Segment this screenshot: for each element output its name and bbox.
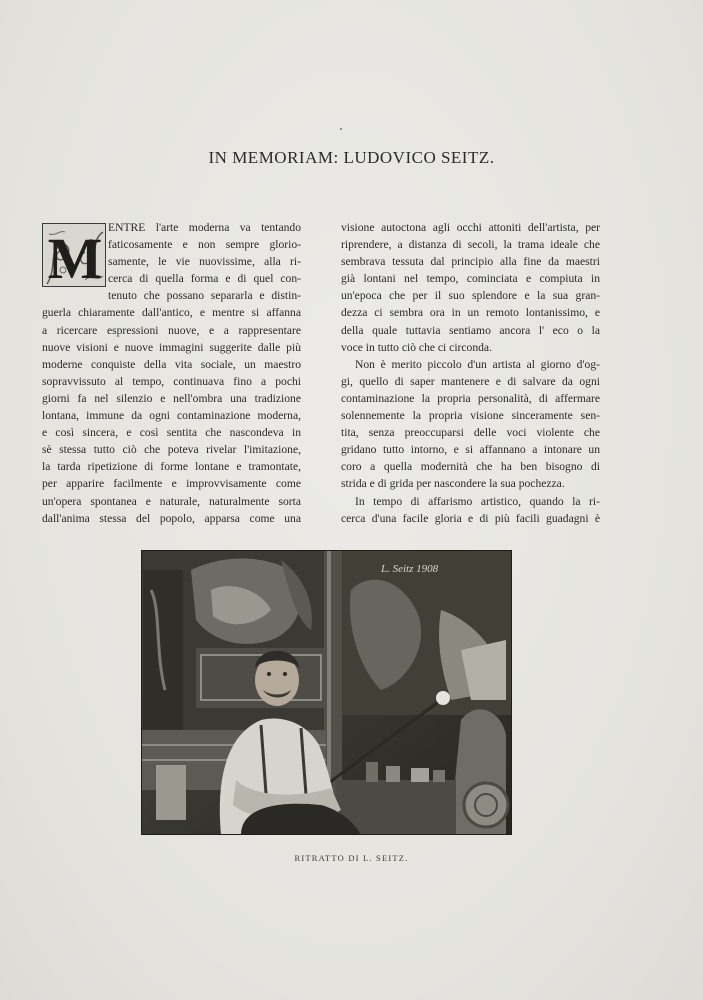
text-line: cerca d'una facile gloria e di più facili guadagni è (341, 511, 600, 525)
portrait-image (141, 550, 512, 835)
ornament-icon (43, 224, 106, 287)
text-line: cerca di quella forma e di quel con- (108, 272, 301, 286)
text-line: solennemente la propria visione sinceramente sen- (341, 409, 600, 423)
text-line: dezza ci sembra ora in un remoto lontanissimo, e (341, 306, 600, 320)
text-line: a ricercare espressioni nuove, e a rappresentare (42, 323, 301, 337)
paper-speck (340, 128, 342, 130)
text-line: voce in tutto ciò che ci circonda. (341, 340, 492, 354)
text-line: ENTRE l'arte moderna va tentando (108, 221, 301, 234)
left-column (42, 219, 301, 527)
text-line: della quale tuttavia sentiamo ancora l' eco o la (341, 323, 600, 337)
text-line: moderne conquiste della vita sociale, un maestro (42, 357, 301, 371)
article-title: IN MEMORIAM: LUDOVICO SEITZ. (208, 148, 495, 167)
left-body (42, 304, 301, 526)
text-line: visione autoctona agli occhi attoniti dell'artista, per (341, 221, 600, 234)
text-line: nuove visioni e nuove immagini suggerite dalle più (42, 340, 301, 354)
text-line: In tempo di affarismo artistico, quando la ri- (355, 494, 600, 508)
text-line: Non è merito piccolo d'un artista al giorno d'og- (355, 357, 600, 371)
photo-signature: L. Seitz 1908 (381, 563, 439, 575)
text-line: contaminazione la propria personalità, di affermare (341, 391, 600, 405)
text-line: dall'anima stessa del popolo, apparsa come una (42, 511, 301, 525)
drop-cap-letter: M (47, 226, 103, 288)
text-line: un'opera spontanea e naturale, naturalmente sorta (42, 494, 301, 508)
text-line: guerla chiaramente dall'antico, e mentre si affanna (42, 306, 301, 320)
text-line: faticosamente e non sempre glorio- (108, 238, 301, 252)
text-line: la tarda ripetizione di forme lontane e tramontate, (42, 460, 301, 474)
text-line: sè stessa tutto ciò che poteva rivelar l'imitazione, (42, 443, 301, 457)
text-line: per apparire facilmente e improvvisamente come (42, 477, 301, 491)
decorated-initial-m (42, 223, 106, 287)
text-line: sembrava tessuta dal principio alla fine da maestri (341, 255, 600, 269)
text-line: gi, quello di saper mantenere e di salvare da ogni (341, 374, 600, 388)
initial-lines (108, 219, 301, 304)
text-line: e così sincera, e così sentita che nascondeva in (42, 426, 301, 440)
right-column (341, 219, 600, 527)
text-line: già lontani nel tempo, cominciata e compiuta in (341, 272, 600, 286)
photo-caption: RITRATTO DI L. SEITZ. (294, 853, 409, 863)
text-line: lontana, immune da ogni contaminazione moderna, (42, 409, 301, 423)
text-line: riprendere, a distanza di secoli, la trama ideale che (341, 238, 600, 252)
text-line: samente, le vie nuovissime, alla ri- (108, 255, 301, 269)
text-line: gridano tutto intorno, e si affannano a intonare un (341, 443, 600, 457)
text-line: coro a quella modernità che ha ben bisogno di (341, 460, 600, 474)
text-line: un'epoca che per il suo splendore e la sua gran- (341, 289, 600, 303)
text-line: sopravvissuto al tempo, continuava fino a pochi (42, 374, 301, 388)
text-line: giorni fa nel silenzio e nell'ombra una tradizione (42, 391, 301, 405)
text-line: tenuto che possano separarla e distin- (108, 289, 301, 303)
drop-cap-block (42, 219, 301, 304)
portrait-photo (141, 550, 512, 835)
text-line: strida e di grida per nascondere la sua pochezza. (341, 477, 565, 491)
text-line: tita, senza preoccuparsi delle voci violente che (341, 426, 600, 440)
